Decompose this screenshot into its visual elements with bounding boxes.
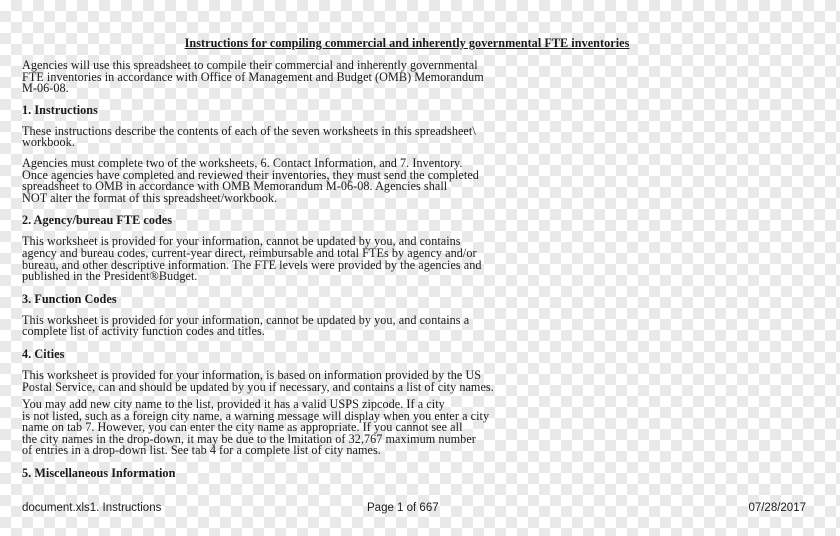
- section-heading-agency-fte-codes: 2. Agency/bureau FTE codes: [22, 213, 173, 228]
- section-heading-function-codes: 3. Function Codes: [22, 291, 117, 306]
- section-paragraph: These instructions describe the contents of each of the seven worksheets in this spreadsheet\ workbook.: [22, 123, 476, 150]
- footer-page-number: Page 1 of 667: [367, 502, 439, 514]
- footer-date: 07/28/2017: [748, 502, 806, 514]
- document-page: [22, 36, 792, 480]
- section-heading-cities: 4. Cities: [22, 346, 65, 361]
- section-paragraph: This worksheet is provided for your information, is based on information provided by the US Postal Service, can and should be updated by you if necessary, and contains a list of city names.: [22, 367, 494, 394]
- section-paragraph: This worksheet is provided for your information, cannot be updated by you, and contains a complete list of activity function codes and titles.: [22, 312, 470, 339]
- page-footer: [22, 501, 806, 515]
- section-paragraph: Agencies must complete two of the worksheets, 6. Contact Information, and 7. Inventory. Once agencies have completed and reviewed their inventories, they must send the completed spreadsheet to OMB in accordance with OMB Memorandum M-06-08. Agencies shall NOT alter the format of this spreadsheet/workbook.: [22, 155, 479, 205]
- section-heading-instructions: 1. Instructions: [22, 102, 98, 117]
- document-title: Instructions for compiling commercial and inherently governmental FTE inventories: [184, 36, 630, 50]
- intro-paragraph: Agencies will use this spreadsheet to compile their commercial and inherently governmental FTE inventories in accordance with Office of Management and Budget (OMB) Memorandum M-06-08.: [22, 58, 484, 96]
- footer-filename: document.xls1. Instructions: [22, 502, 162, 514]
- section-paragraph: This worksheet is provided for your information, cannot be updated by you, and contains agency and bureau codes, current-year direct, reimbursable and total FTEs by agency and/or bureau, and other descriptive information. The FTE levels were provided by the agencies and published in the President®Budget.: [22, 234, 482, 284]
- section-heading-miscellaneous: 5. Miscellaneous Information: [22, 466, 176, 481]
- section-paragraph: You may add new city name to the list, provided it has a valid USPS zipcode. If a city is not listed, such as a foreign city name, a warning message will display when you enter a city name on tab 7. However, you can enter the city name as appropriate. If you cannot see all the city names in the drop-down, it may be due to the lmitation of 32,767 maximum number of entries in a drop-down list. See tab 4 for a complete list of city names.: [22, 397, 490, 458]
